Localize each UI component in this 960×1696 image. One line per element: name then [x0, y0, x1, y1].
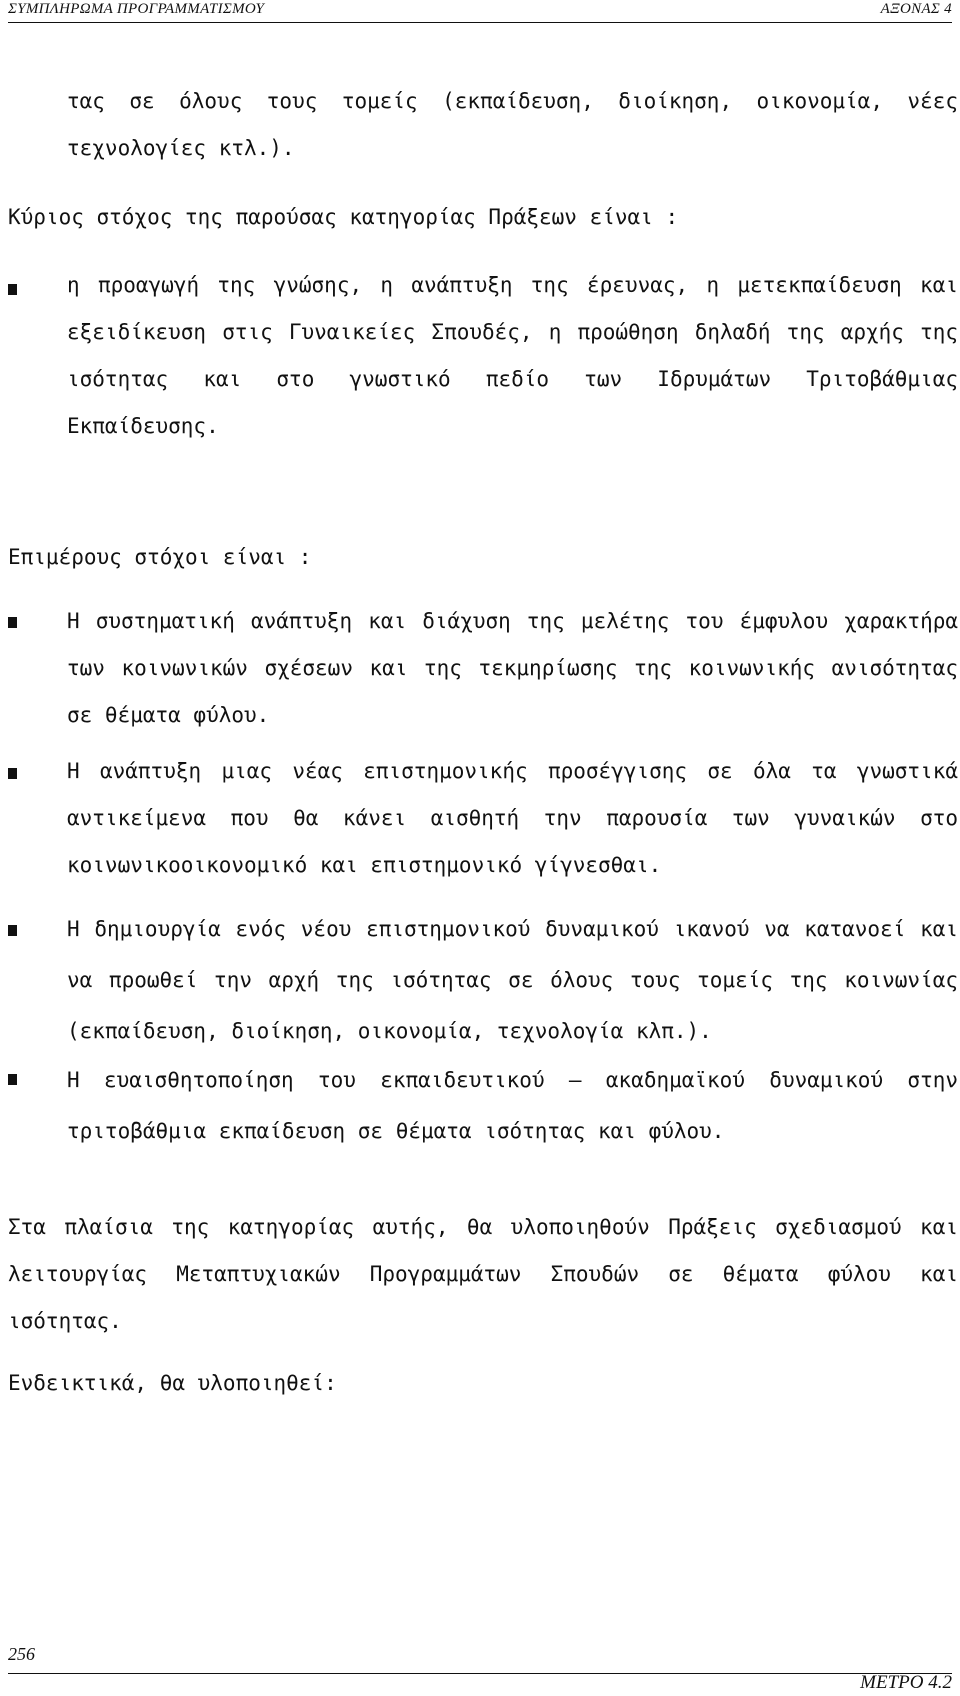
- bullet-icon: [8, 1074, 17, 1085]
- header-axis-label: ΑΞΟΝΑΣ 4: [880, 1, 952, 17]
- bullet-icon: [8, 284, 17, 295]
- bullet-icon: [8, 925, 17, 936]
- framework-paragraph: Στα πλαίσια της κατηγορίας αυτής, θα υλοποιηθούν Πράξεις σχεδιασμού και λειτουργίας Μεταπτυχιακών Προγραμμάτων Σπουδών σε θέματα φύλου και ισότητας.: [8, 1215, 958, 1333]
- main-goal-intro: Κύριος στόχος της παρούσας κατηγορίας Πράξεων είναι :: [8, 205, 679, 229]
- bullet-icon: [8, 617, 17, 628]
- indicative-line: Ενδεικτικά, θα υλοποιηθεί:: [8, 1371, 337, 1395]
- bullet-icon: [8, 768, 17, 779]
- main-goal-bullet: η προαγωγή της γνώσης, η ανάπτυξη της έρευνας, η μετεκπαίδευση και εξειδίκευση στις Γυναικείες Σπουδές, η προώθηση δηλαδή της αρχής της ισότητας και στο γνωστικό πεδίο των Ιδρυμάτων Τριτοβάθμιας Εκπαίδευσης.: [67, 273, 958, 438]
- header-program-title: ΣΥΜΠΛΗΡΩΜΑ ΠΡΟΓΡΑΜΜΑΤΙΣΜΟΥ: [8, 1, 265, 17]
- continuation-paragraph: τας σε όλους τους τομείς (εκπαίδευση, διοίκηση, οικονομία, νέες τεχνολογίες κτλ.).: [67, 89, 958, 160]
- sub-goal-item: Η συστηματική ανάπτυξη και διάχυση της μελέτης του έμφυλου χαρακτήρα των κοινωνικών σχέσεων και της τεκμηρίωσης της κοινωνικής ανισότητας σε θέματα φύλου.: [67, 609, 958, 727]
- sub-goal-item: Η ανάπτυξη μιας νέας επιστημονικής προσέγγισης σε όλα τα γνωστικά αντικείμενα που θα κάνει αισθητή την παρουσία των γυναικών στο κοινωνικοοικονομικό και επιστημονικό γίγνεσθαι.: [67, 759, 958, 877]
- sub-goal-item: Η ευαισθητοποίηση του εκπαιδευτικού – ακαδημαϊκού δυναμικού στην τριτοβάθμια εκπαίδευση σε θέματα ισότητας και φύλου.: [67, 1068, 958, 1143]
- page-header: [8, 0, 952, 23]
- sub-goals-intro: Επιμέρους στόχοι είναι :: [8, 545, 312, 569]
- footer-measure-label: ΜΕΤΡΟ 4.2: [860, 1672, 952, 1693]
- page-footer: [8, 1644, 952, 1693]
- page-number: 256: [8, 1644, 35, 1664]
- sub-goal-item: Η δημιουργία ενός νέου επιστημονικού δυναμικού ικανού να κατανοεί και να προωθεί την αρχή της ισότητας σε όλους τους τομείς της κοινωνίας (εκπαίδευση, διοίκηση, οικονομία, τεχνολογία κλπ.).: [67, 917, 958, 1043]
